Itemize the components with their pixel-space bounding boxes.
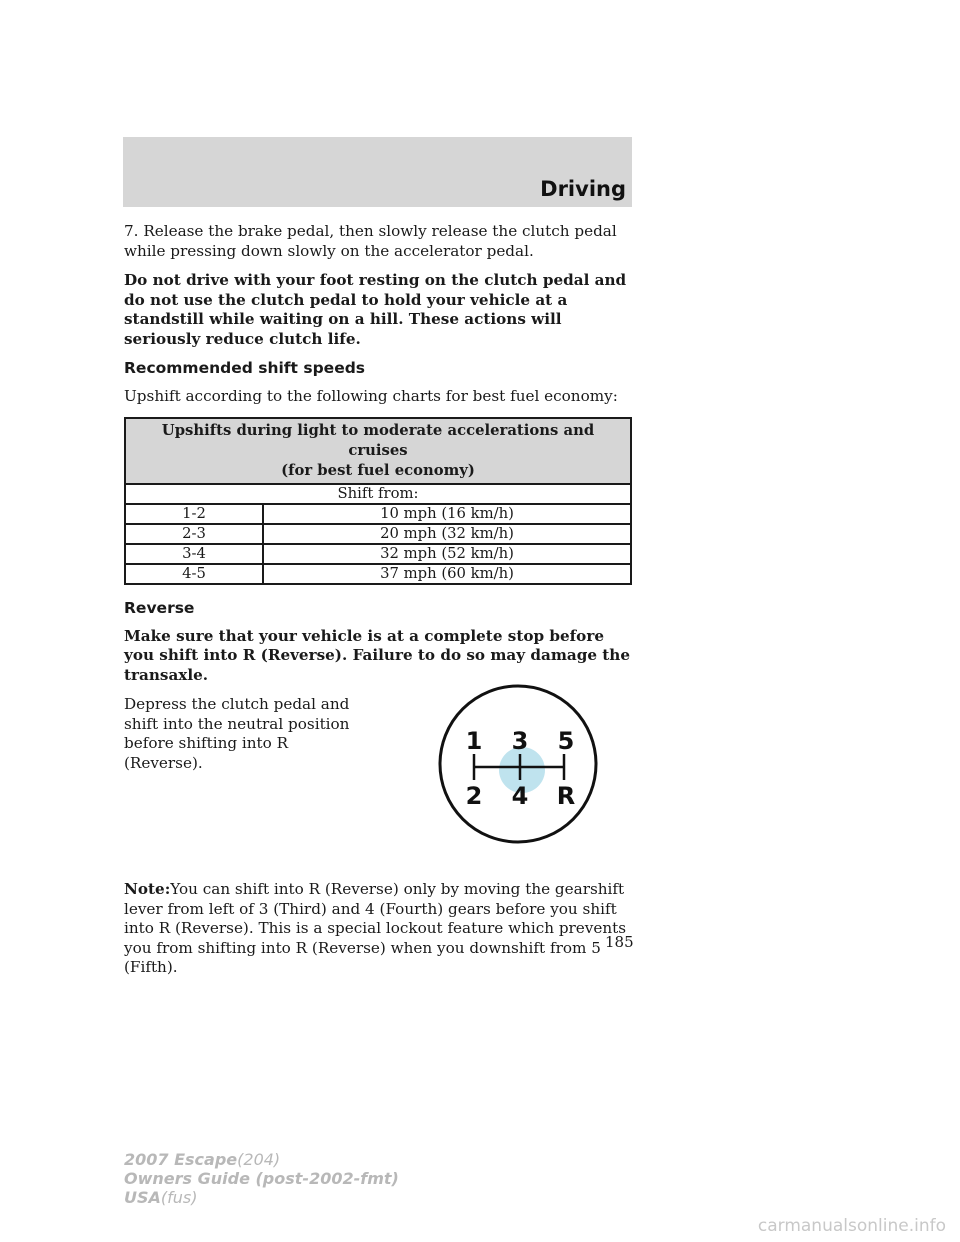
shift-speeds-table: [124, 417, 632, 585]
gear-cell: 1-2: [125, 504, 263, 524]
footer-model-code: (204): [237, 1150, 281, 1169]
gear-r-label: R: [556, 782, 576, 810]
footer-model: 2007 Escape: [124, 1150, 238, 1169]
speed-cell: 37 mph (60 km/h): [263, 564, 631, 584]
table-title: [125, 418, 631, 484]
gear-3-label: 3: [511, 727, 529, 755]
watermark: carmanualsonline.info: [757, 1216, 946, 1236]
table-subheader: Shift from:: [125, 484, 631, 504]
gear-5-label: 5: [557, 727, 575, 755]
footer-market: USA: [124, 1188, 161, 1207]
clutch-warning: Do not drive with your foot resting on the clutch pedal and do not use the clutch pedal to hold your vehicle at a standstill while waiting on a hill. These actions will seriously reduce clutch life.: [124, 271, 627, 348]
page-number: 185: [605, 933, 634, 951]
gear-2-label: 2: [465, 782, 483, 810]
gearshift-pattern-diagram: [436, 682, 600, 846]
page-content: [124, 222, 634, 988]
document-footer: [124, 1150, 399, 1207]
section-header-band: [123, 137, 632, 207]
table-row: [125, 544, 631, 564]
speed-cell: 20 mph (32 km/h): [263, 524, 631, 544]
speed-cell: 10 mph (16 km/h): [263, 504, 631, 524]
reverse-instruction-row: [124, 695, 634, 870]
speed-cell: 32 mph (52 km/h): [263, 544, 631, 564]
gear-cell: 4-5: [125, 564, 263, 584]
table-row: [125, 564, 631, 584]
gear-cell: 3-4: [125, 544, 263, 564]
note-label: Note:: [124, 880, 171, 898]
gear-1-label: 1: [465, 727, 483, 755]
reverse-warning: Make sure that your vehicle is at a complete stop before you shift into R (Reverse). Failure to do so may damage the transaxle.: [124, 626, 631, 684]
footer-market-code: (fus): [160, 1188, 198, 1207]
footer-guide: Owners Guide (post-2002-fmt): [124, 1169, 399, 1188]
table-title-line-1: Upshifts during light to moderate accelerations and cruises: [161, 421, 595, 459]
note-paragraph: [124, 880, 634, 978]
table-title-line-2: (for best fuel economy): [281, 461, 475, 479]
recommended-intro: Upshift according to the following charts for best fuel economy:: [124, 387, 618, 405]
reverse-heading: Reverse: [124, 598, 195, 617]
step-7-paragraph: 7. Release the brake pedal, then slowly release the clutch pedal while pressing down slowly on the accelerator pedal.: [124, 222, 617, 260]
gear-4-label: 4: [511, 782, 529, 810]
reverse-instruction: Depress the clutch pedal and shift into the neutral position before shifting into R (Reverse).: [124, 695, 350, 772]
gear-cell: 2-3: [125, 524, 263, 544]
table-row: [125, 524, 631, 544]
section-title: Driving: [540, 177, 626, 201]
note-text: You can shift into R (Reverse) only by moving the gearshift lever from left of 3 (Third) and 4 (Fourth) gears before you shift into R (Reverse). This is a special lockout feature which prevents you from shifting into R (Reverse) when you downshift from 5 (Fifth).: [124, 880, 627, 976]
table-row: [125, 504, 631, 524]
recommended-shift-heading: Recommended shift speeds: [124, 359, 366, 377]
